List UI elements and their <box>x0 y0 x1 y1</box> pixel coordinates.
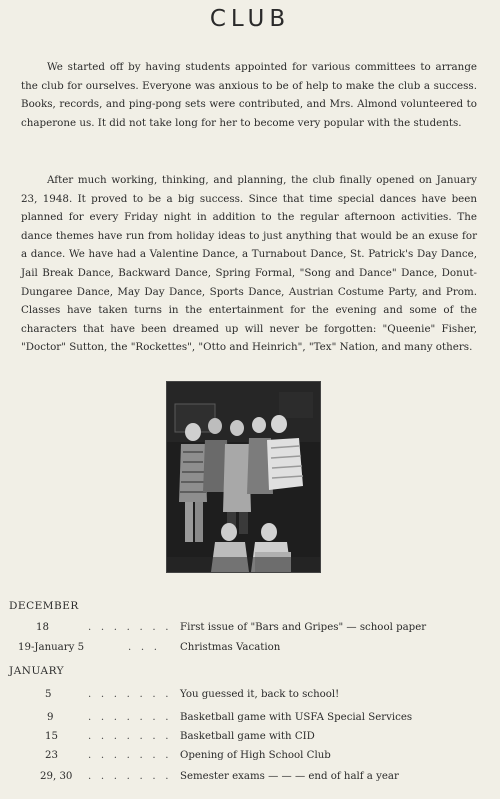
leader-dots: . . . . . . . <box>88 771 172 782</box>
group-photo-illustration <box>167 382 320 572</box>
event-date: 15 <box>45 731 58 742</box>
event-description: You guessed it, back to school! <box>180 689 340 700</box>
leader-dots: . . . <box>128 642 161 653</box>
leader-dots: . . . . . . . <box>88 622 172 633</box>
event-date: 29, 30 <box>40 771 73 782</box>
page-title: CLUB <box>209 6 291 32</box>
leader-dots: . . . . . . . <box>88 689 172 700</box>
event-description: Basketball game with CID <box>180 731 315 742</box>
event-date: 9 <box>47 712 54 723</box>
event-date: 23 <box>45 750 58 761</box>
event-date: 19-January 5 <box>18 642 85 653</box>
calendar-event <box>0 686 500 703</box>
paragraph-opening: After much working, thinking, and planning, the club finally opened on January 23, 1948. It proved to be a big success. Since that time special dances have been planned for every Friday night in addition to the regular afternoon activities. The dance themes have run from holiday ideas to just anything that would be an exuse for a dance. We have had a Valentine Dance, a Turnabout Dance, St. Patrick's Day Dance, Jail Break Dance, Backward Dance, Spring Formal, "Song and Dance" Dance, Donut-Dungaree Dance, May Day Dance, Sports Dance, Austrian Costume Party, and Prom. Classes have taken turns in the entertainment for the evening and some of the characters that have been dreamed up will never be forgotten: "Queenie" Fisher, "Doctor" Sutton, the "Rockettes", "Otto and Heinrich", "Tex" Nation, and many others. <box>21 174 477 354</box>
event-date: 5 <box>45 689 52 700</box>
calendar-event <box>0 709 500 726</box>
event-description: Basketball game with USFA Special Services <box>180 712 413 723</box>
calendar-event <box>0 619 500 636</box>
event-description: First issue of "Bars and Gripes" — school paper <box>180 622 427 633</box>
leader-dots: . . . . . . . <box>88 731 172 742</box>
event-description: Semester exams — — — end of half a year <box>180 771 399 782</box>
leader-dots: . . . . . . . <box>88 750 172 761</box>
calendar-event <box>0 639 500 656</box>
event-description: Opening of High School Club <box>180 750 331 761</box>
paragraph-intro: We started off by having students appointed for various committees to arrange the club for ourselves. Everyone was anxious to be of help to make the club a success. Books, records, and ping-pong sets were contributed, and Mrs. Almond volunteered to chaperone us. It did not take long for her to become very popular with the students. <box>21 61 477 129</box>
event-date: 18 <box>36 622 49 633</box>
calendar-event <box>0 728 500 745</box>
event-description: Christmas Vacation <box>180 642 281 653</box>
calendar-event <box>0 747 500 764</box>
month-heading-december: DECEMBER <box>9 600 79 612</box>
calendar-event <box>0 768 500 785</box>
leader-dots: . . . . . . . <box>88 712 172 723</box>
month-heading-january: JANUARY <box>9 665 65 677</box>
club-group-photo <box>166 381 321 573</box>
